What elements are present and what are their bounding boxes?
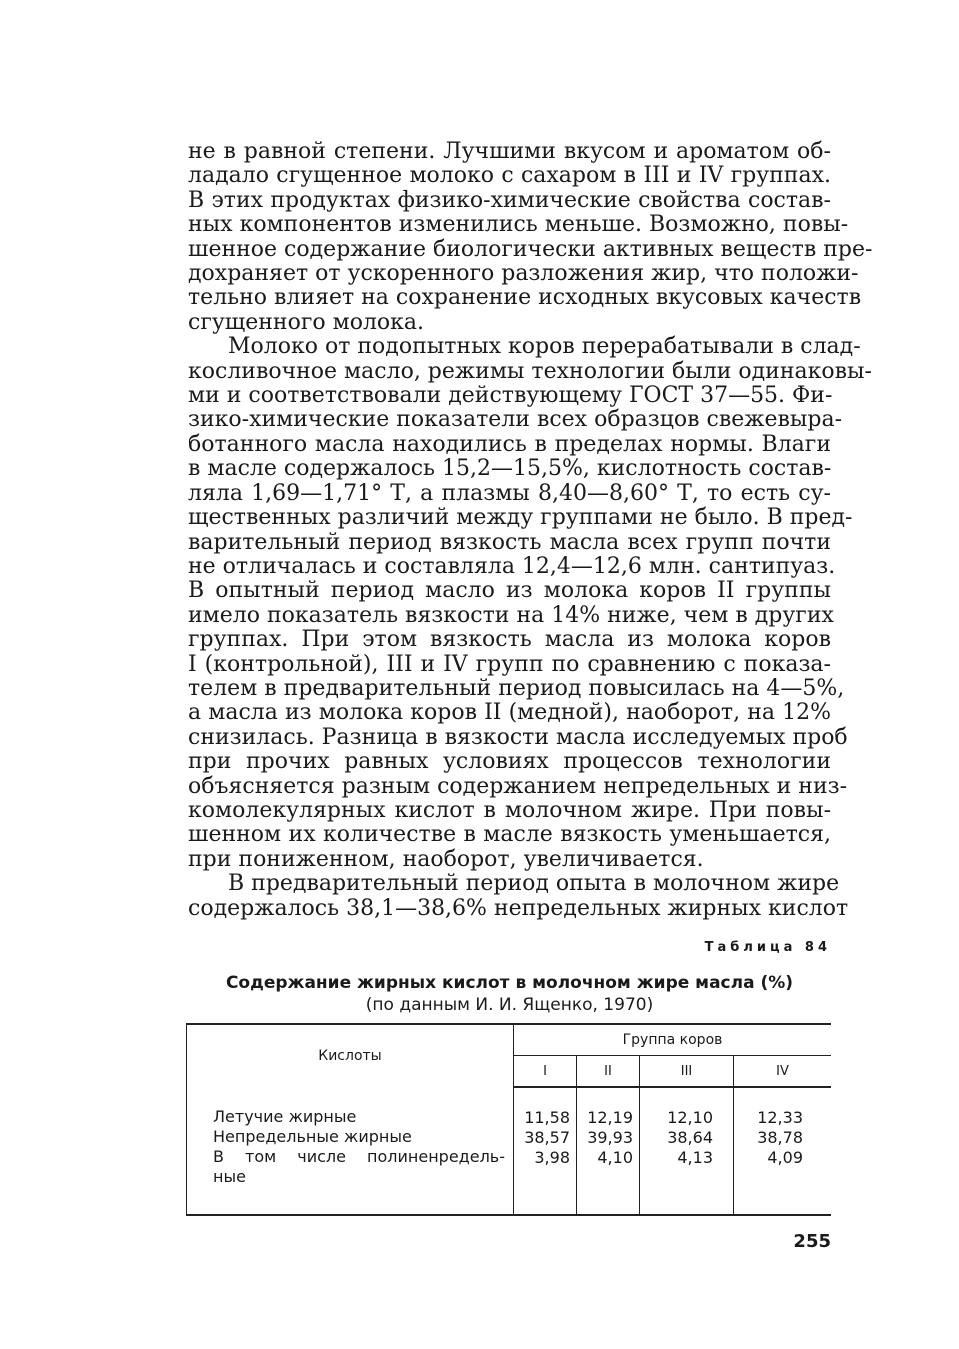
text-line: тельно влияет на сохранение исходных вкусовых качеств bbox=[188, 285, 862, 311]
table-cell: 4,13 bbox=[677, 1148, 713, 1167]
paragraph-2 bbox=[188, 334, 872, 872]
text-line: В опытный период масло из молока коров II группы bbox=[188, 578, 831, 604]
text-line: косливочное масло, режимы технологии были одинаковы- bbox=[188, 358, 872, 384]
text-line: шенном их количестве в масле вязкость уменьшается, bbox=[188, 822, 831, 848]
text-line: при пониженном, наоборот, увеличивается. bbox=[188, 846, 704, 872]
table-cell: 4,10 bbox=[597, 1148, 633, 1167]
text-line: ных компонентов изменились меньше. Возможно, повы- bbox=[188, 212, 849, 238]
text-line: щественных различий между группами не было. В пред- bbox=[188, 505, 853, 531]
text-line: имело показатель вязкости на 14% ниже, чем в других bbox=[188, 602, 834, 628]
text-line: объясняется разным содержанием непредельных и низ- bbox=[188, 773, 848, 799]
table-title: Содержание жирных кислот в молочном жире масла (%) bbox=[225, 973, 794, 993]
text-line: дохраняет от ускоренного разложения жир, что положи- bbox=[188, 261, 859, 287]
group-values bbox=[734, 1087, 832, 1215]
table-cell: 11,58 bbox=[524, 1108, 570, 1127]
acid-name-cont: ные bbox=[213, 1167, 246, 1186]
table-cell: 4,09 bbox=[767, 1148, 803, 1167]
text-line: ляла 1,69—1,71° Т, а плазмы 8,40—8,60° Т, то есть су- bbox=[188, 480, 831, 506]
col-group-header: Группа коров bbox=[514, 1024, 832, 1056]
table-caption bbox=[188, 972, 831, 1016]
text-line: В этих продуктах физико-химические свойства состав- bbox=[188, 187, 831, 213]
text-line: ладало сгущенное молоко с сахаром в III и IV группах. bbox=[188, 163, 831, 189]
acid-name: Непредельные жирные bbox=[213, 1127, 412, 1146]
table-subtitle: (по данным И. И. Ященко, 1970) bbox=[365, 995, 654, 1015]
text-line: шенное содержание биологически активных веществ пре- bbox=[188, 236, 873, 262]
fatty-acids-table bbox=[186, 1023, 831, 1216]
acid-names bbox=[187, 1087, 514, 1215]
table-cell: 12,33 bbox=[757, 1108, 803, 1127]
paragraph-1 bbox=[188, 139, 873, 335]
text-line: а масла из молока коров II (медной), наоборот, на 12% bbox=[188, 700, 831, 726]
text-line: не отличалась и составляла 12,4—12,6 млн. сантипуаз. bbox=[188, 553, 836, 579]
table-cell: 3,98 bbox=[534, 1148, 570, 1167]
text-line: при прочих равных условиях процессов технологии bbox=[188, 749, 831, 775]
text-line: Молоко от подопытных коров перерабатывали в слад- bbox=[228, 334, 861, 360]
col-acids-header: Кислоты bbox=[187, 1024, 514, 1087]
table-cell: 38,57 bbox=[524, 1128, 570, 1147]
text-line: в масле содержалось 15,2—15,5%, кислотность состав- bbox=[188, 456, 832, 482]
text-line: телем в предварительный период повысилась на 4—5%, bbox=[188, 675, 845, 701]
group-values bbox=[514, 1087, 577, 1215]
group-header: IV bbox=[734, 1056, 832, 1088]
table-cell: 38,64 bbox=[667, 1128, 713, 1147]
text-line: зико-химические показатели всех образцов свежевыра- bbox=[188, 407, 843, 433]
text-line: содержалось 38,1—38,6% непредельных жирных кислот bbox=[188, 895, 849, 921]
acid-name: Летучие жирные bbox=[213, 1107, 357, 1126]
group-header: I bbox=[514, 1056, 577, 1088]
group-header: III bbox=[640, 1056, 734, 1088]
acid-name: В том числе полиненредель- bbox=[213, 1147, 505, 1166]
text-line: сгущенного молока. bbox=[188, 309, 425, 335]
group-values bbox=[640, 1087, 734, 1215]
group-values bbox=[577, 1087, 640, 1215]
table-cell: 12,10 bbox=[667, 1108, 713, 1127]
text-line: ботанного масла находились в пределах нормы. Влаги bbox=[188, 431, 831, 457]
table-cell: 12,19 bbox=[587, 1108, 633, 1127]
text-line: снизилась. Разница в вязкости масла исследуемых проб bbox=[188, 724, 848, 750]
text-line: группах. При этом вязкость масла из молока коров bbox=[188, 627, 831, 653]
table-number: Таблица 84 bbox=[704, 940, 831, 955]
text-line: ми и соответствовали действующему ГОСТ 37—55. Фи- bbox=[188, 383, 833, 409]
text-line: варительный период вязкость масла всех групп почти bbox=[188, 529, 831, 555]
text-line: I (контрольной), III и IV групп по сравнению с показа- bbox=[188, 651, 831, 677]
table-cell: 39,93 bbox=[587, 1128, 633, 1147]
page-number: 255 bbox=[793, 1231, 831, 1252]
page-body bbox=[188, 139, 873, 921]
group-header: II bbox=[577, 1056, 640, 1088]
text-line: В предварительный период опыта в молочном жире bbox=[228, 871, 840, 897]
table-row bbox=[187, 1087, 832, 1215]
text-line: комолекулярных кислот в молочном жире. При повы- bbox=[188, 797, 831, 823]
text-line: не в равной степени. Лучшими вкусом и ароматом об- bbox=[188, 139, 831, 164]
paragraph-3 bbox=[188, 871, 849, 921]
table-cell: 38,78 bbox=[757, 1128, 803, 1147]
